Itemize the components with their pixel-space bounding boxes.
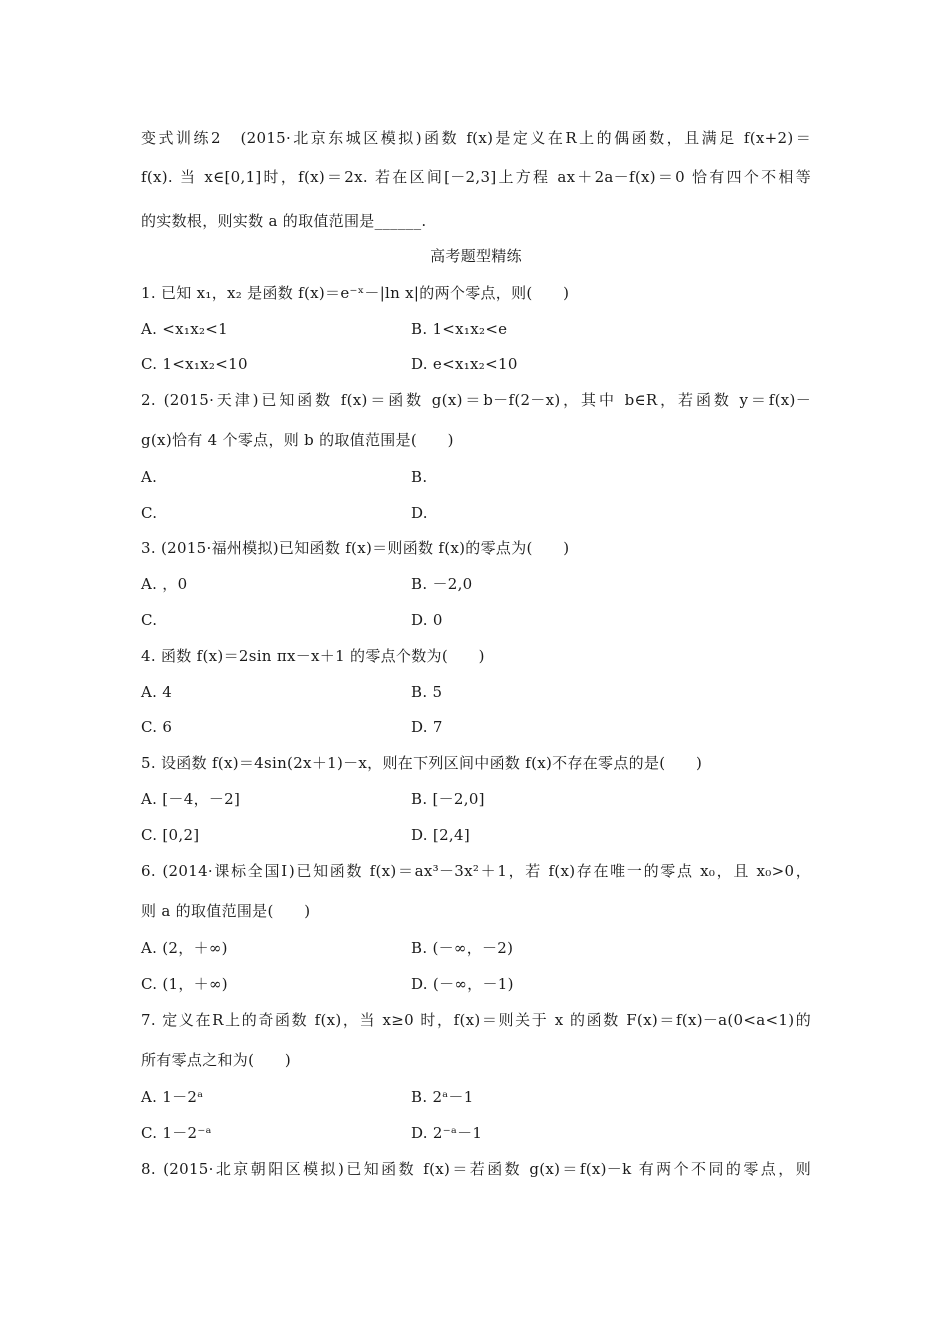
q7-option-c: C. 1－2⁻ᵃ [141, 1124, 212, 1142]
q1-option-b: B. 1<x₁x₂<e [411, 320, 508, 338]
exercise-line-3: 的实数根，则实数 a 的取值范围是______. [141, 212, 427, 230]
q1-option-c: C. 1<x₁x₂<10 [141, 355, 248, 373]
section-heading: 高考题型精练 [430, 247, 522, 265]
question-7-line-2: 所有零点之和为( ) [141, 1051, 292, 1069]
q3-option-a: A. ，0 [141, 575, 188, 593]
q4-option-b: B. 5 [411, 683, 443, 701]
q1-option-a: A. <x₁x₂<1 [141, 320, 228, 338]
question-4: 4. 函数 f(x)＝2sin πx－x＋1 的零点个数为( ) [141, 647, 485, 665]
q3-option-c: C. [141, 611, 158, 629]
question-6: 6. (2014·课标全国Ⅰ)已知函数 f(x)＝ax³－3x²＋1，若 f(x)存在唯一的零点 x₀，且 x₀>0， [141, 862, 811, 880]
q1-option-d: D. e<x₁x₂<10 [411, 355, 518, 373]
question-3: 3. (2015·福州模拟)已知函数 f(x)＝则函数 f(x)的零点为( ) [141, 539, 570, 557]
q2-option-a: A. [141, 468, 158, 486]
q4-option-d: D. 7 [411, 718, 443, 736]
q6-option-b: B. (－∞，－2) [411, 939, 514, 957]
q5-option-d: D. [2,4] [411, 826, 470, 844]
q7-option-a: A. 1－2ᵃ [141, 1088, 204, 1106]
q4-option-a: A. 4 [141, 683, 173, 701]
q7-option-b: B. 2ᵃ－1 [411, 1088, 474, 1106]
q5-option-a: A. [－4，－2] [141, 790, 241, 808]
question-2: 2. (2015·天津)已知函数 f(x)＝函数 g(x)＝b－f(2－x)，其中 b∈R，若函数 y＝f(x)－ [141, 391, 811, 409]
question-7: 7. 定义在R上的奇函数 f(x)，当 x≥0 时，f(x)＝则关于 x 的函数 F(x)＝f(x)－a(0<a<1)的 [141, 1011, 811, 1029]
q5-option-b: B. [－2,0] [411, 790, 485, 808]
question-2-line-2: g(x)恰有 4 个零点，则 b 的取值范围是( ) [141, 431, 454, 449]
q7-option-d: D. 2⁻ᵃ－1 [411, 1124, 483, 1142]
q3-option-d: D. 0 [411, 611, 443, 629]
q4-option-c: C. 6 [141, 718, 173, 736]
question-6-line-2: 则 a 的取值范围是( ) [141, 902, 311, 920]
q2-option-d: D. [411, 504, 428, 522]
q2-option-b: B. [411, 468, 428, 486]
q6-option-a: A. (2，＋∞) [141, 939, 228, 957]
question-5: 5. 设函数 f(x)＝4sin(2x＋1)－x，则在下列区间中函数 f(x)不存在零点的是( ) [141, 754, 703, 772]
q3-option-b: B. －2,0 [411, 575, 473, 593]
q6-option-d: D. (－∞，－1) [411, 975, 514, 993]
q2-option-c: C. [141, 504, 158, 522]
q5-option-c: C. [0,2] [141, 826, 200, 844]
question-8: 8. (2015·北京朝阳区模拟)已知函数 f(x)＝若函数 g(x)＝f(x)－k 有两个不同的零点，则 [141, 1160, 811, 1178]
q6-option-c: C. (1，＋∞) [141, 975, 228, 993]
question-1: 1. 已知 x₁，x₂ 是函数 f(x)＝e⁻ˣ－|ln x|的两个零点，则( ) [141, 284, 570, 302]
exercise-line-2: f(x). 当 x∈[0,1]时，f(x)＝2x. 若在区间[－2,3]上方程 ax＋2a－f(x)＝0 恰有四个不相等 [141, 168, 811, 186]
exercise-line-1: 变式训练2 (2015·北京东城区模拟)函数 f(x)是定义在R上的偶函数，且满足 f(x+2)＝ [141, 129, 811, 147]
